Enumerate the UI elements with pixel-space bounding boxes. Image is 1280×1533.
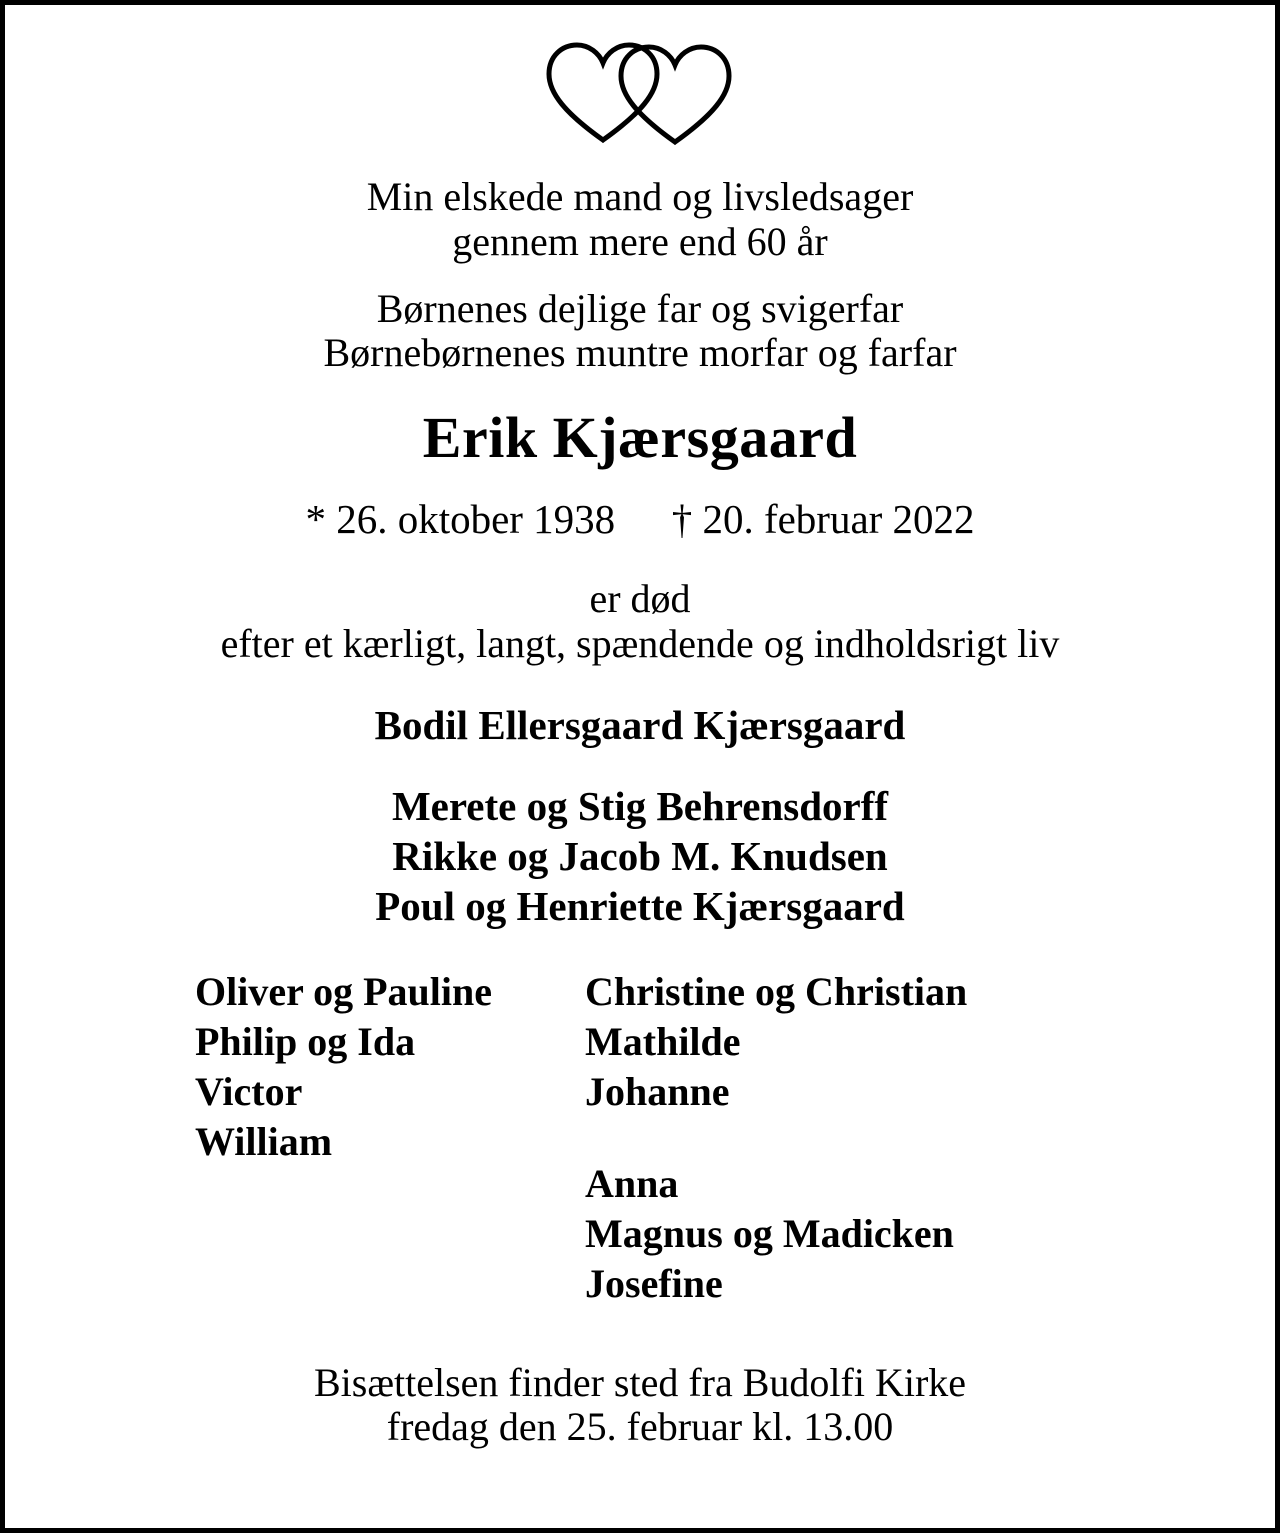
death-date: 20. februar 2022: [702, 496, 975, 543]
grandchild-line: Mathilde: [585, 1018, 741, 1064]
grandchild-line: Victor: [195, 1068, 303, 1114]
death-statement-line: efter et kærligt, langt, spændende og indholdsrigt liv: [220, 620, 1060, 666]
death-statement-line: er død: [589, 576, 691, 622]
funeral-line: Bisættelsen finder sted fra Budolfi Kirke: [313, 1359, 967, 1405]
grandchildren-columns: [45, 967, 1235, 1309]
child-line: Poul og Henriette Kjærsgaard: [375, 882, 905, 929]
funeral-info: [314, 1361, 966, 1451]
grandchild-line: Magnus og Madicken: [585, 1210, 954, 1256]
grandchild-line: Johanne: [585, 1068, 730, 1114]
children-list: [375, 781, 904, 931]
grandchild-line: Christine og Christian: [585, 968, 968, 1014]
relation-text: [323, 287, 956, 377]
grandchildren-column-right: [585, 967, 1085, 1309]
double-hearts-icon: [545, 41, 735, 151]
death-statement: [221, 577, 1060, 667]
grandchild-line: Philip og Ida: [195, 1018, 416, 1064]
grandchild-line: Anna: [585, 1160, 679, 1206]
intro-line: gennem mere end 60 år: [452, 218, 828, 264]
grandchild-line: William: [195, 1118, 333, 1164]
deceased-name: Erik Kjærsgaard: [422, 405, 858, 471]
child-line: Merete og Stig Behrensdorff: [391, 782, 889, 829]
relation-line: Børnenes dejlige far og svigerfar: [376, 285, 904, 331]
column-spacer: [585, 1117, 1085, 1159]
grandchild-line: Oliver og Pauline: [195, 968, 493, 1014]
birth-date: 26. oktober 1938: [336, 496, 616, 543]
intro-text: [367, 175, 914, 265]
grandchildren-column-left: [195, 967, 585, 1309]
intro-line: Min elskede mand og livsledsager: [366, 174, 914, 219]
death-symbol: †: [671, 496, 693, 543]
grandchild-line: Josefine: [585, 1260, 723, 1306]
spouse-name: Bodil Ellersgaard Kjærsgaard: [374, 701, 906, 748]
child-line: Rikke og Jacob M. Knudsen: [392, 832, 888, 879]
life-dates: [305, 497, 974, 543]
birth-symbol: *: [305, 496, 326, 543]
funeral-line: fredag den 25. februar kl. 13.00: [386, 1404, 894, 1450]
relation-line: Børnebørnenes muntre morfar og farfar: [323, 330, 957, 376]
